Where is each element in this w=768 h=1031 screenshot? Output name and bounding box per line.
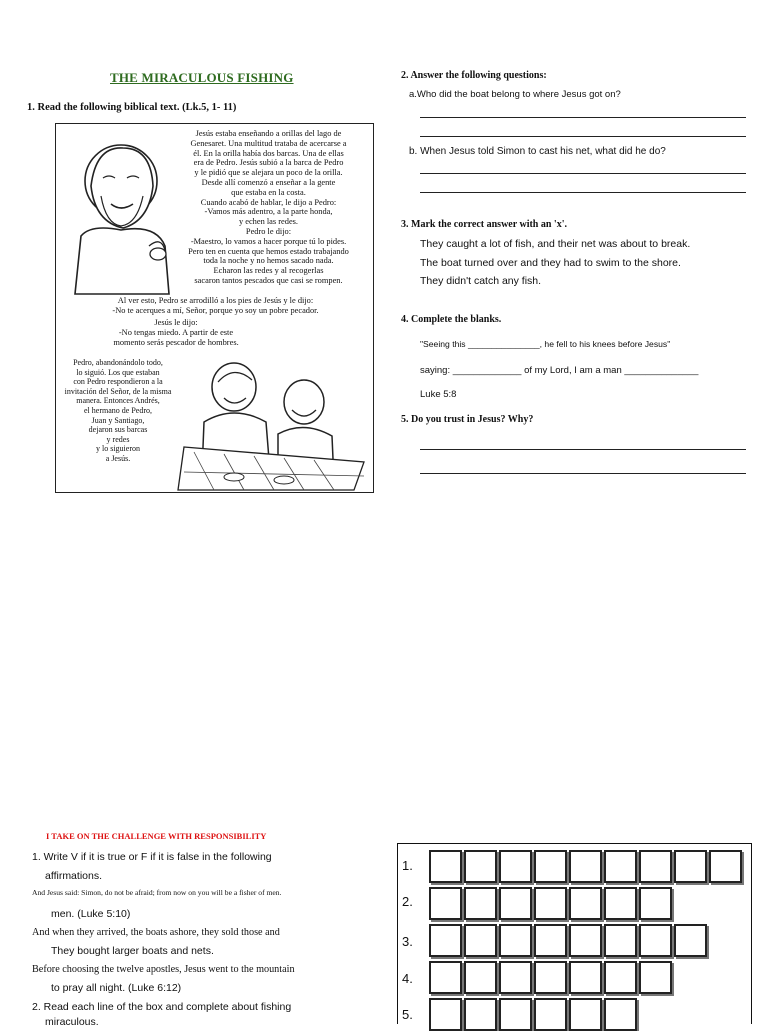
crossword-cell[interactable] <box>604 887 637 920</box>
crossword-cell[interactable] <box>499 887 532 920</box>
question-a: a.Who did the boat belong to where Jesus got on? <box>409 89 621 100</box>
section5-heading: 5. Do you trust in Jesus? Why? <box>401 414 534 425</box>
challenge-heading: I TAKE ON THE CHALLENGE WITH RESPONSIBILITY <box>46 831 267 841</box>
crossword-cell[interactable] <box>429 961 462 994</box>
crossword-cell[interactable] <box>639 887 672 920</box>
jesus-illustration <box>61 126 176 296</box>
crossword-cell[interactable] <box>429 850 462 883</box>
story-box <box>55 123 374 493</box>
crossword-cell[interactable] <box>499 924 532 957</box>
answer-line-5b[interactable] <box>420 473 746 474</box>
story-paragraph-2: Al ver esto, Pedro se arrodilló a los pies de Jesús y le dijo: -No te acerques a mí, Señor, porque yo soy un pobre pecador. <box>112 296 319 315</box>
option-1[interactable]: They caught a lot of fish, and their net was about to break. <box>420 238 691 250</box>
answer-line-a1[interactable] <box>420 117 746 118</box>
crossword-cell[interactable] <box>639 850 672 883</box>
crossword-cell[interactable] <box>534 924 567 957</box>
section4-heading: 4. Complete the blanks. <box>401 314 502 325</box>
crossword-cell[interactable] <box>534 887 567 920</box>
crossword-cell[interactable] <box>464 961 497 994</box>
crossword-cell[interactable] <box>604 924 637 957</box>
crossword-cell[interactable] <box>604 850 637 883</box>
answer-line-b2[interactable] <box>420 192 746 193</box>
challenge-item-2-cont: miraculous. <box>45 1016 99 1028</box>
option-2[interactable]: The boat turned over and they had to swim to the shore. <box>420 257 681 269</box>
crossword-number: 5. <box>402 1007 413 1022</box>
crossword-cell[interactable] <box>569 961 602 994</box>
challenge-item-1-cont: affirmations. <box>45 870 102 882</box>
answer-line-b1[interactable] <box>420 173 746 174</box>
section1-heading: 1. Read the following biblical text. (Lk.5, 1- 11) <box>27 102 237 113</box>
answer-line-a2[interactable] <box>420 136 746 137</box>
blank-sentence-2[interactable]: saying: _____________ of my Lord, I am a man ______________ <box>420 365 699 376</box>
crossword-cell[interactable] <box>639 924 672 957</box>
affirmation-2: And when they arrived, the boats ashore, they sold those and <box>32 927 280 938</box>
option-3[interactable]: They didn't catch any fish. <box>420 275 542 287</box>
story-paragraph-3: Pedro, abandonándolo todo, lo siguió. Los que estaban con Pedro respondieron a la invitación del Señor, de la misma manera. Entonces Andrés, el hermano de Pedro, Juan y Santiago, dejaron sus barcas y redes y lo siguieron a Jesús. <box>64 358 172 463</box>
affirmation-1-ref: men. (Luke 5:10) <box>51 908 131 920</box>
crossword-cell[interactable] <box>429 924 462 957</box>
crossword-number: 3. <box>402 934 413 949</box>
luke-reference: Luke 5:8 <box>420 389 457 400</box>
crossword-cell[interactable] <box>429 887 462 920</box>
crossword-cell[interactable] <box>674 924 707 957</box>
crossword-cell[interactable] <box>464 998 497 1031</box>
crossword-cell[interactable] <box>464 924 497 957</box>
fishermen-illustration <box>174 352 374 492</box>
crossword-cell[interactable] <box>709 850 742 883</box>
challenge-item-1: 1. Write V if it is true or F if it is false in the following <box>32 851 272 863</box>
page-title: THE MIRACULOUS FISHING <box>110 70 294 85</box>
crossword-number: 2. <box>402 894 413 909</box>
section3-heading: 3. Mark the correct answer with an 'x'. <box>401 219 567 230</box>
blank-sentence-1[interactable]: "Seeing this _______________, he fell to his knees before Jesus" <box>420 339 671 349</box>
crossword-cell[interactable] <box>674 850 707 883</box>
affirmation-1: And Jesus said: Simon, do not be afraid; from now on you will be a fisher of men. <box>32 888 282 897</box>
crossword-grid <box>397 843 752 1024</box>
crossword-cell[interactable] <box>604 961 637 994</box>
crossword-cell[interactable] <box>569 887 602 920</box>
affirmation-3-ref: to pray all night. (Luke 6:12) <box>51 982 182 994</box>
crossword-cell[interactable] <box>499 850 532 883</box>
crossword-cell[interactable] <box>534 961 567 994</box>
crossword-cell[interactable] <box>639 961 672 994</box>
crossword-cell[interactable] <box>464 887 497 920</box>
crossword-cell[interactable] <box>534 850 567 883</box>
crossword-cell[interactable] <box>464 850 497 883</box>
crossword-cell[interactable] <box>429 998 462 1031</box>
crossword-cell[interactable] <box>499 998 532 1031</box>
section2-heading: 2. Answer the following questions: <box>401 70 547 81</box>
challenge-item-2: 2. Read each line of the box and complete about fishing <box>32 1001 292 1013</box>
question-b: b. When Jesus told Simon to cast his net, what did he do? <box>409 146 666 157</box>
crossword-cell[interactable] <box>569 998 602 1031</box>
affirmation-2-cont: They bought larger boats and nets. <box>51 945 214 957</box>
crossword-cell[interactable] <box>534 998 567 1031</box>
crossword-cell[interactable] <box>499 961 532 994</box>
story-paragraph-2b: Jesús le dijo: -No tengas miedo. A partir de este momento serás pescador de hombres. <box>113 318 239 347</box>
affirmation-3: Before choosing the twelve apostles, Jesus went to the mountain <box>32 964 295 975</box>
crossword-number: 1. <box>402 858 413 873</box>
story-paragraph-1: Jesús estaba enseñando a orillas del lago de Genesaret. Una multitud trataba de acercarse a él. En la orilla había dos barcas. Una de ellas era de Pedro. Jesús subió a la barca de Pedro y le pidió que se alejara un poco de la orilla. Desde allí comenzó a enseñar a la gente que estaba en la costa. Cuando acabó de hablar, le dijo a Pedro: -Vamos más adentro, a la parte honda, y echen las redes. Pedro le dijo: -Maestro, lo vamos a hacer porque tú lo pides. Pero ten en cuenta que hemos estado trabajando toda la noche y no hemos sacado nada. Echaron las redes y al recogerlas sacaron tantos pescados que casi se rompen. <box>188 129 349 285</box>
crossword-cell[interactable] <box>604 998 637 1031</box>
answer-line-5a[interactable] <box>420 449 746 450</box>
crossword-cell[interactable] <box>569 850 602 883</box>
crossword-number: 4. <box>402 971 413 986</box>
crossword-cell[interactable] <box>569 924 602 957</box>
